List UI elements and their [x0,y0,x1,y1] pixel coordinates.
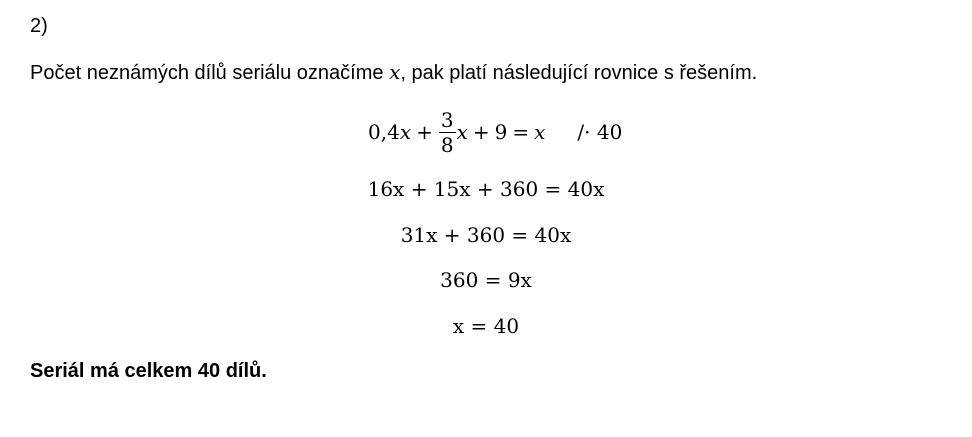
eq1-plus1: + [416,120,433,144]
eq1-equals: = [512,120,530,144]
eq4-text: 360 = 9x [440,268,532,292]
eq5-text: x = 40 [452,314,520,338]
eq3-text: 31x + 360 = 40x [400,223,572,247]
eq1-var2: x [456,120,468,144]
intro-text-end: , pak platí následující rovnice s řešením. [400,62,758,84]
eq1-fraction [439,108,456,157]
conclusion: Seriál má celkem 40 dílů. [30,360,267,382]
equation-5 [0,313,972,339]
equation-2 [0,176,972,202]
eq1-plus2: + [472,120,490,144]
intro-text-start: Počet neznámých dílů seriálu označíme [30,62,390,84]
eq1-constant: 9 [494,120,508,144]
intro-variable: x [389,60,401,84]
eq1-coefficient: 0,4 [368,120,400,144]
eq1-operation: /· 40 [577,120,623,144]
intro-paragraph [30,60,757,85]
fraction-numerator: 3 [440,107,454,132]
eq2-text: 16x + 15x + 360 = 40x [367,177,605,201]
fraction-denominator: 8 [440,132,454,157]
equation-4 [0,267,972,293]
equation-1 [368,100,622,164]
eq1-rhs-var: x [534,120,546,144]
eq1-var1: x [399,120,412,144]
problem-number: 2) [30,15,48,37]
equation-3 [0,222,972,248]
